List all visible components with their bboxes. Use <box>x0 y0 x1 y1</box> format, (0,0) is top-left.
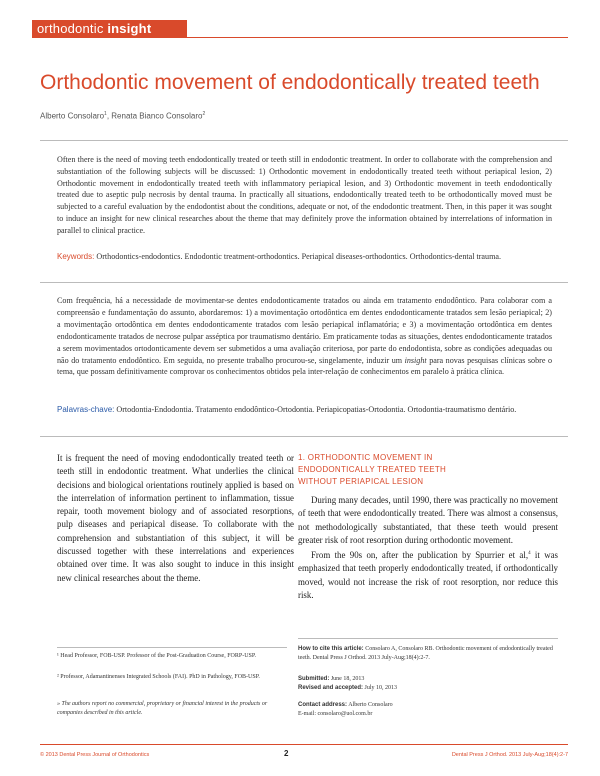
contact-email[interactable]: E-mail: consolaro@uol.com.br <box>298 711 373 717</box>
palavras-chave-text: Ortodontia-Endodontia. Tratamento endodôntico-Ortodontia. Periapicopatias-Ortodontia. Ortodontia-traumatismo dentário. <box>116 405 517 414</box>
abstract-text: Often there is the need of moving teeth endodontically treated or teeth still in endodontic treatment. In order to collaborate with the comprehension and substantiation of the following subjects will be discussed: 1) Orthodontic movement in endodontically treated teeth without periapical lesion, 2) Orthodontic movement in endodontically treated teeth with inflammatory periapical lesion, and 3) Orthodontic movement in teeth endodontically treated due to aseptic pulp necrosis by dental trauma. In practically all situations, endodontically treated teeth to be orthodontically moved must be subjected to a careful evaluation by the endodontist about the conditions, adequate or not, of the endodontic treatment. Then, in this paper it was sought to induce an insight for new clinical researches about the theme that may definitely prove the information obtained by interrelations of information in parallel to clinical practice. <box>57 155 552 235</box>
keywords-text: Orthodontics-endodontics. Endodontic treatment-orthodontics. Periapical diseases-orthodontics. Orthodontics-dental trauma. <box>96 252 501 261</box>
resumo-text <box>57 295 552 378</box>
author-separator: , <box>106 111 112 121</box>
section-1-heading-2: ENDODONTICALLY TREATED TEETH <box>298 465 447 474</box>
article-title: Orthodontic movement of endodontically treated teeth <box>40 71 540 94</box>
reference-4: 4 <box>528 551 531 557</box>
page-number: 2 <box>284 749 289 758</box>
contact-name: Alberto Consolaro <box>348 702 393 708</box>
how-to-cite-text: Consolaro A, Consolaro RB. Orthodontic movement of endodontically treated teeth. Dental Press J Orthod. 2013 July-Aug;18(4):2-7. <box>298 646 553 661</box>
footnote-2: ² Professor, Adamantinenses Integrated Schools (FAI). PhD in Pathology, FOB-USP. <box>57 674 260 680</box>
keywords-label: Keywords: <box>57 252 95 261</box>
abstract-top-rule <box>40 140 568 141</box>
header-divider <box>187 37 568 38</box>
author-2-affiliation: 2 <box>202 111 206 117</box>
authors <box>40 111 205 121</box>
section-prefix: orthodontic <box>37 21 104 36</box>
section-1 <box>298 452 558 602</box>
section-1-heading-1: 1. ORTHODONTIC MOVEMENT IN <box>298 453 433 462</box>
citation-rule <box>298 638 558 639</box>
resumo-body: Com frequência, há a necessidade de movimentar-se dentes endodonticamente tratados ou ainda em tratamento endodôntico. Para colaborar com a compreensão e fundamentação do assunto, abordaremos: 1) a movimentação ortodôntica em dentes endodonticamente tratados sem lesão periapical; 2) a movimentação ortodôntica em dentes endodonticamente tratados com lesão periapical inflamatória; e 3) a movimentação ortodôntica em dentes endodonticamente tratados de necrose pulpar asséptica por traumatismo dentário. Em praticamente todas as situações, dentes endodonticamente tratados a serem movimentados ortodonticamente devem ser submetidos a uma avaliação criteriosa, por parte do endodontista, sobre as condições adequadas ou não do tratamento endodôntico. Em seguida, no presente trabalho procurou-se, singelamente, induzir um <box>57 296 552 365</box>
revised-date: July 10, 2013 <box>364 685 398 691</box>
intro-paragraph: It is frequent the need of moving endodontically treated teeth or teeth still in endodontic treatment. What underlies the clinical decisions and biological orientations routinely applied is based on the interrelation of information pertinent to inflammation, tissue repair, tooth movement biology and of associated resorptions, pulp diseases and periapical disease. To collaborate with the comprehension and substantiation of this subject, it will be discussed together with these interrelations and experiences obtained over time. It was also sought to induce in this insight new clinical researches about the theme. <box>57 453 294 583</box>
section-suffix: insight <box>107 21 152 36</box>
footer-rule <box>40 744 568 745</box>
footnote-1: ¹ Head Professor, FOB-USP. Professor of the Post-Graduation Course, FORP-USP. <box>57 653 257 659</box>
section-1-para-2-start: From the 90s on, after the publication by Spurrier et al, <box>311 550 529 561</box>
how-to-cite <box>298 645 558 662</box>
resumo-keywords <box>57 404 552 416</box>
submitted-label: Submitted: <box>298 676 330 682</box>
resumo-body-end: para novas pesquisas clínicas sobre o tema, que possam definitivamente comprovar os conhecimentos obtidos pela inter-relação de conhecimentos em paralelo à prática clínica. <box>57 355 553 377</box>
author-1: Alberto Consolaro <box>40 111 105 121</box>
resumo-bottom-rule <box>40 436 568 437</box>
section-1-para-1: During many decades, until 1990, there was practically no movement of teeth that were endodontically treated. There was almost a consensus, not methodologically substantiated, that these teeth would present greater risk of root resorption during orthodontic movement. <box>298 495 558 545</box>
resumo-insight: insight <box>404 355 427 365</box>
contact <box>298 701 558 710</box>
revised <box>298 684 558 693</box>
section-label <box>37 20 151 38</box>
author-2: Renata Bianco Consolaro <box>111 111 203 121</box>
revised-label: Revised and accepted: <box>298 685 364 691</box>
submitted <box>298 675 558 684</box>
how-to-cite-label: How to cite this article: <box>298 646 364 652</box>
palavras-chave-label: Palavras-chave: <box>57 405 115 414</box>
footer-copyright: © 2013 Dental Press Journal of Orthodontics <box>40 752 150 758</box>
section-1-para-2 <box>298 547 558 602</box>
abstract-keywords <box>57 251 552 263</box>
author-1-affiliation: 1 <box>104 111 107 117</box>
footer-journal: Dental Press J Orthod. 2013 July-Aug;18(4):2-7 <box>451 752 568 758</box>
footnote-3: » The authors report no commercial, proprietary or financial interest in the products or companies described in this article. <box>57 701 268 716</box>
section-1-heading-3: WITHOUT PERIAPICAL LESION <box>298 477 424 486</box>
footnote-rule <box>57 647 287 648</box>
submitted-date: June 18, 2013 <box>330 676 365 682</box>
section-1-para-2-end: it was emphasized that teeth properly endodontically treated, if orthodontically moved, would not increase the risk of root resorption, nor reduce this risk. <box>298 550 559 601</box>
contact-label: Contact address: <box>298 702 348 708</box>
abstract-bottom-rule <box>40 282 568 283</box>
